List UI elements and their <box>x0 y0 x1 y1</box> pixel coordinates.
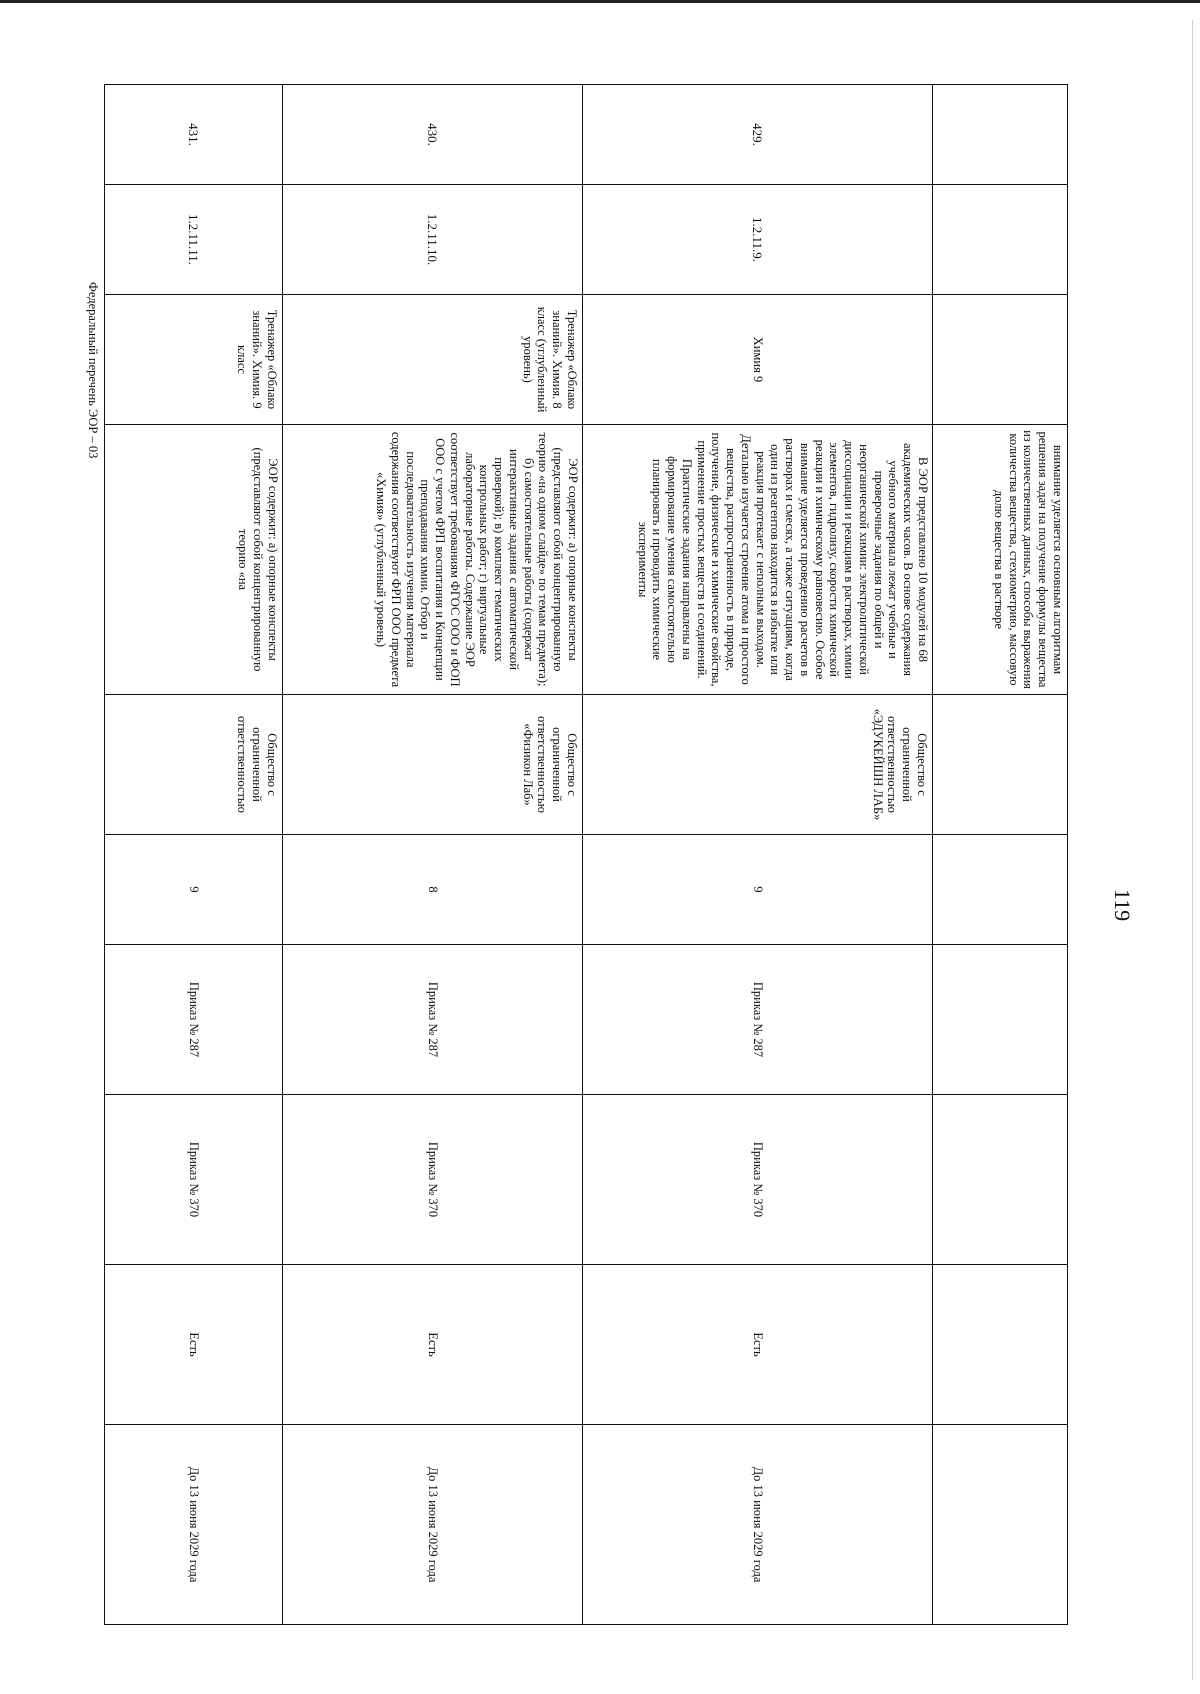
cell-order2: Приказ № 370 <box>583 1095 933 1265</box>
cell-code: 1.2.11.9. <box>583 185 933 295</box>
cell-description: ЭОР содержит: а) опорные конспекты (представляют собой концентрированную теорию «на одном слайде» по темам предмета); б) самостоятельные работы (содержат интерактивные задания с автоматической проверкой); в) комплект тематических контрольных работ; г) виртуальные лабораторные работы. Содержание ЭОР соответствует требованиям ФГОС ООО и ФОП ООО с учетом ФРП воспитания и Концепции преподавания химии. Отбор и последовательность изучения материала содержания соответствуют ФРП ООО предмета «Химия» (углубленный уровень) <box>283 425 583 695</box>
cell-grade: 9 <box>583 835 933 945</box>
cell-owner: Общество с ограниченной ответственностью «Физикон Лаб» <box>283 695 583 835</box>
cell-owner: Общество с ограниченной ответственностью <box>105 695 283 835</box>
cell-code <box>933 185 1068 295</box>
cell-valid-until <box>933 1425 1068 1625</box>
cell-owner <box>933 695 1068 835</box>
cell-order1 <box>933 945 1068 1095</box>
table-row <box>105 85 283 1625</box>
cell-valid-until: До 13 июня 2029 года <box>583 1425 933 1625</box>
cell-owner: Общество с ограниченной ответственностью «ЭДУКЕЙШН ЛАБ» <box>583 695 933 835</box>
cell-name <box>933 295 1068 425</box>
eor-table <box>104 84 1068 1625</box>
cell-name: Тренажер «Облако знаний». Химия. 8 класс (углубленный уровень) <box>283 295 583 425</box>
cell-name: Тренажер «Облако знаний». Химия. 9 класс <box>105 295 283 425</box>
rotated-table-container <box>105 84 1068 1624</box>
cell-availability: Есть <box>105 1265 283 1425</box>
table-row <box>583 85 933 1625</box>
cell-order1: Приказ № 287 <box>105 945 283 1095</box>
page-footer: Федеральный перечень ЭОР – 03 <box>86 282 100 459</box>
cell-grade <box>933 835 1068 945</box>
cell-number <box>933 85 1068 185</box>
cell-order1: Приказ № 287 <box>283 945 583 1095</box>
cell-number: 431. <box>105 85 283 185</box>
cell-description: В ЭОР представлено 10 модулей на 68 академических часов. В основе содержания учебного материала лежат учебные и проверочные задания по общей и неорганической химии: электролитической диссоциации и реакциям в растворах, химии элементов, гидролизу, скорости химической реакции и химическому равновесию. Особое внимание уделяется проведению расчетов в растворах и смесях, а также ситуациям, когда один из реагентов находится в избытке или реакция протекает с неполным выходом. Детально изучается строение атома и простого вещества, распространенность в природе, получение, физические и химические свойства, применение простых веществ и соединений. Практические задания направлены на формирование умения самостоятельно планировать и проводить химические эксперименты <box>583 425 933 695</box>
table-row <box>933 85 1068 1625</box>
cell-code: 1.2.11.10. <box>283 185 583 295</box>
cell-valid-until: До 13 июня 2029 года <box>283 1425 583 1625</box>
cell-order2 <box>933 1095 1068 1265</box>
cell-code: 1.2.11.11. <box>105 185 283 295</box>
cell-availability: Есть <box>283 1265 583 1425</box>
table-row <box>283 85 583 1625</box>
cell-availability: Есть <box>583 1265 933 1425</box>
cell-grade: 9 <box>105 835 283 945</box>
cell-order2: Приказ № 370 <box>105 1095 283 1265</box>
cell-number: 429. <box>583 85 933 185</box>
cell-grade: 8 <box>283 835 583 945</box>
cell-order2: Приказ № 370 <box>283 1095 583 1265</box>
top-border-line <box>0 0 1200 3</box>
cell-number: 430. <box>283 85 583 185</box>
cell-description: ЭОР содержит: а) опорные конспекты (представляют собой концентрированную теорию «на <box>105 425 283 695</box>
cell-availability <box>933 1265 1068 1425</box>
cell-name: Химия 9 <box>583 295 933 425</box>
cell-valid-until: До 13 июня 2029 года <box>105 1425 283 1625</box>
scan-edge <box>1192 20 1193 1680</box>
page-number: 119 <box>1110 888 1135 922</box>
cell-description: внимание уделяется основным алгоритмам решения задач на получение формулы вещества из количественных данных, способы выражения количества вещества, стехиометрию, массовую долю вещества в растворе <box>933 425 1068 695</box>
cell-order1: Приказ № 287 <box>583 945 933 1095</box>
